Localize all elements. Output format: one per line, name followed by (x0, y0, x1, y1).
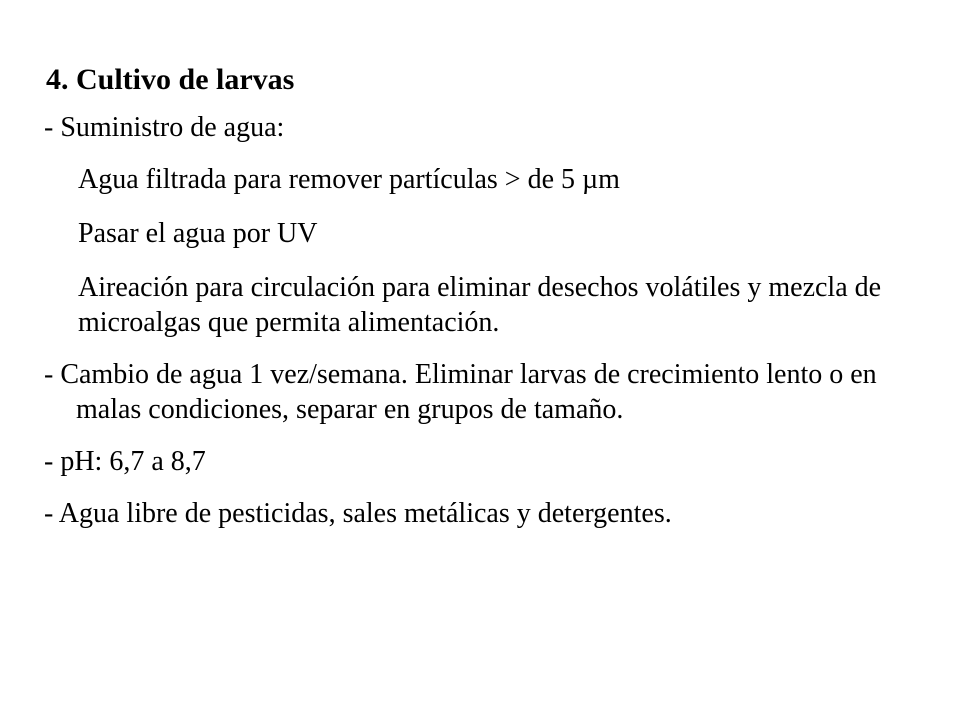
slide-body (44, 110, 924, 531)
bullet-ph: - pH: 6,7 a 8,7 (44, 446, 206, 477)
sub-item-aeration: Aireación para circulación para eliminar desechos volátiles y mezcla de microalgas que permita alimentación. (78, 272, 882, 338)
sub-item-filtered-water: Agua filtrada para remover partículas > de 5 µm (78, 164, 620, 195)
slide-title: 4. Cultivo de larvas (46, 63, 295, 96)
bullet-free-water: - Agua libre de pesticidas, sales metálicas y detergentes. (44, 498, 672, 529)
bullet-water-change: - Cambio de agua 1 vez/semana. Eliminar larvas de crecimiento lento o en malas condiciones, separar en grupos de tamaño. (44, 359, 877, 425)
bullet-water-supply: - Suministro de agua: (44, 112, 285, 143)
sub-item-uv: Pasar el agua por UV (78, 218, 318, 249)
